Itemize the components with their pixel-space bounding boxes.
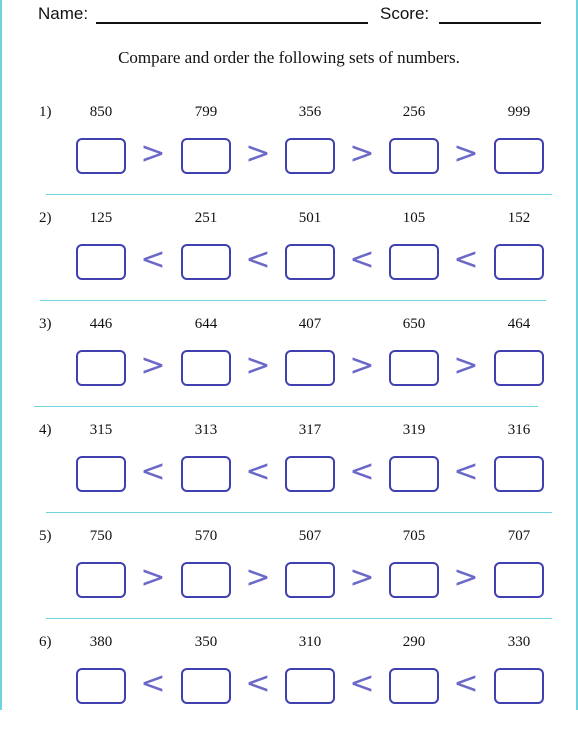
answer-box[interactable]	[76, 138, 126, 174]
number-value: 319	[402, 422, 426, 438]
answer-box[interactable]	[181, 138, 231, 174]
score-field[interactable]	[439, 22, 541, 24]
greater-than-symbol: >	[349, 136, 375, 171]
problem-number: 4)	[39, 422, 52, 438]
greater-than-symbol: >	[140, 136, 166, 171]
answer-box[interactable]	[181, 668, 231, 704]
greater-than-symbol: >	[453, 136, 479, 171]
number-value: 317	[298, 422, 322, 438]
number-value: 750	[89, 528, 113, 544]
row-divider	[34, 406, 538, 407]
less-than-symbol: <	[140, 242, 166, 277]
problem-number: 2)	[39, 210, 52, 226]
answer-box[interactable]	[389, 668, 439, 704]
number-value: 350	[194, 634, 218, 650]
greater-than-symbol: >	[140, 560, 166, 595]
number-value: 644	[194, 316, 218, 332]
number-value: 330	[507, 634, 531, 650]
answer-box[interactable]	[181, 562, 231, 598]
greater-than-symbol: >	[245, 560, 271, 595]
less-than-symbol: <	[140, 454, 166, 489]
less-than-symbol: <	[453, 242, 479, 277]
problem-number: 5)	[39, 528, 52, 544]
number-value: 999	[507, 104, 531, 120]
less-than-symbol: <	[349, 454, 375, 489]
less-than-symbol: <	[349, 666, 375, 701]
answer-box[interactable]	[76, 668, 126, 704]
number-value: 256	[402, 104, 426, 120]
problem-number: 3)	[39, 316, 52, 332]
greater-than-symbol: >	[245, 348, 271, 383]
greater-than-symbol: >	[453, 348, 479, 383]
answer-box[interactable]	[181, 456, 231, 492]
number-value: 251	[194, 210, 218, 226]
row-divider	[46, 618, 552, 619]
answer-box[interactable]	[494, 244, 544, 280]
answer-box[interactable]	[389, 138, 439, 174]
worksheet-header	[38, 4, 548, 26]
problem-number: 1)	[39, 104, 52, 120]
answer-box[interactable]	[76, 562, 126, 598]
answer-box[interactable]	[285, 668, 335, 704]
row-divider	[46, 194, 552, 195]
number-value: 290	[402, 634, 426, 650]
answer-box[interactable]	[76, 244, 126, 280]
answer-box[interactable]	[389, 350, 439, 386]
less-than-symbol: <	[349, 242, 375, 277]
number-value: 315	[89, 422, 113, 438]
number-value: 501	[298, 210, 322, 226]
number-value: 507	[298, 528, 322, 544]
less-than-symbol: <	[245, 242, 271, 277]
greater-than-symbol: >	[349, 348, 375, 383]
greater-than-symbol: >	[453, 560, 479, 595]
answer-box[interactable]	[389, 562, 439, 598]
answer-box[interactable]	[389, 244, 439, 280]
number-value: 310	[298, 634, 322, 650]
answer-box[interactable]	[181, 350, 231, 386]
number-value: 570	[194, 528, 218, 544]
name-label: Name:	[38, 4, 89, 23]
greater-than-symbol: >	[140, 348, 166, 383]
number-value: 705	[402, 528, 426, 544]
number-value: 313	[194, 422, 218, 438]
row-divider	[46, 512, 552, 513]
number-value: 850	[89, 104, 113, 120]
number-value: 356	[298, 104, 322, 120]
number-value: 707	[507, 528, 531, 544]
problem-row	[0, 634, 578, 740]
answer-box[interactable]	[181, 244, 231, 280]
number-value: 105	[402, 210, 426, 226]
answer-box[interactable]	[285, 350, 335, 386]
answer-box[interactable]	[285, 244, 335, 280]
less-than-symbol: <	[245, 454, 271, 489]
less-than-symbol: <	[453, 454, 479, 489]
less-than-symbol: <	[453, 666, 479, 701]
number-value: 799	[194, 104, 218, 120]
answer-box[interactable]	[76, 350, 126, 386]
greater-than-symbol: >	[349, 560, 375, 595]
answer-box[interactable]	[285, 456, 335, 492]
problem-number: 6)	[39, 634, 52, 650]
less-than-symbol: <	[245, 666, 271, 701]
answer-box[interactable]	[494, 350, 544, 386]
answer-box[interactable]	[76, 456, 126, 492]
score-label: Score:	[380, 4, 430, 23]
answer-box[interactable]	[494, 668, 544, 704]
greater-than-symbol: >	[245, 136, 271, 171]
answer-box[interactable]	[285, 138, 335, 174]
answer-box[interactable]	[494, 456, 544, 492]
number-value: 125	[89, 210, 113, 226]
less-than-symbol: <	[140, 666, 166, 701]
number-value: 446	[89, 316, 113, 332]
number-value: 650	[402, 316, 426, 332]
number-value: 407	[298, 316, 322, 332]
answer-box[interactable]	[389, 456, 439, 492]
number-value: 464	[507, 316, 531, 332]
number-value: 380	[89, 634, 113, 650]
instructions: Compare and order the following sets of numbers.	[118, 48, 460, 67]
answer-box[interactable]	[494, 138, 544, 174]
number-value: 316	[507, 422, 531, 438]
answer-box[interactable]	[285, 562, 335, 598]
row-divider	[40, 300, 546, 301]
name-field[interactable]	[96, 22, 368, 24]
number-value: 152	[507, 210, 531, 226]
answer-box[interactable]	[494, 562, 544, 598]
